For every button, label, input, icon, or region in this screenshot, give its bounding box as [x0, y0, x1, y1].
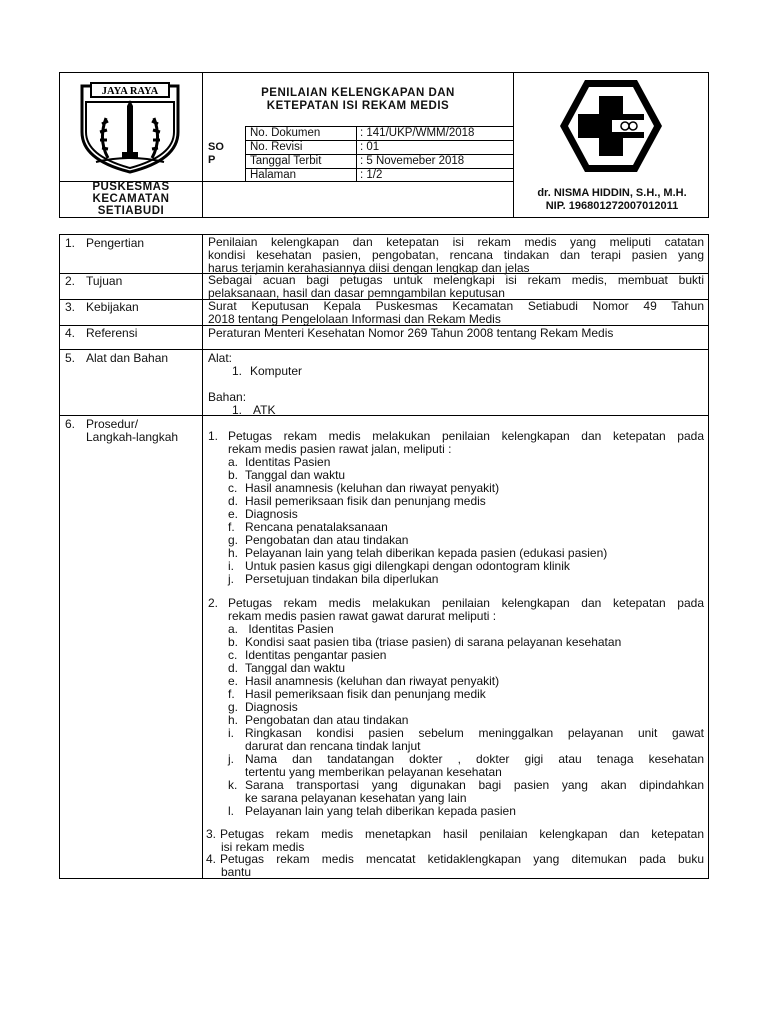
list-item: g. Diagnosis	[228, 700, 298, 714]
section-3-label: Kebijakan	[86, 300, 139, 314]
section-3-number: 3.	[65, 300, 76, 314]
page-label: Halaman	[250, 169, 297, 181]
list-item: f. Hasil pemeriksaan fisik dan penunjang medik	[228, 687, 486, 701]
section-1-number: 1.	[65, 236, 76, 250]
issue-date-value: : 5 Novemeber 2018	[360, 155, 465, 167]
list-item: c. Hasil anamnesis (keluhan dan riwayat penyakit)	[228, 481, 500, 495]
content-table	[59, 234, 709, 879]
section-4-number: 4.	[65, 326, 76, 340]
list-item: i. Ringkasan kondisi pasien sebelum meninggalkan pelayanan unit gawat darurat dan rencana tindak lanjut	[228, 726, 704, 753]
section-2-label: Tujuan	[86, 274, 123, 288]
list-item: b. Kondisi saat pasien tiba (triase pasien) di sarana pelayanan kesehatan	[228, 635, 622, 649]
doc-number-label: No. Dokumen	[250, 127, 321, 139]
step-1-text: Petugas rekam medis melakukan penilaian kelengkapan dan ketepatan pada rekam medis pasien rawat jalan, meliputi :	[228, 429, 704, 456]
header-table	[59, 72, 709, 218]
section-3-text: Surat Keputusan Kepala Puskesmas Kecamatan Setiabudi Nomor 49 Tahun 2018 tentang Pengelolaan Informasi dan Rekam Medis	[208, 299, 704, 326]
list-item: g. Pengobatan dan atau tindakan	[228, 533, 409, 547]
step-4-number: 4.	[206, 852, 217, 866]
section-6-label: Prosedur/ Langkah-langkah	[86, 417, 179, 444]
list-item: d. Tanggal dan waktu	[228, 661, 346, 675]
list-item: h. Pelayanan lain yang telah diberikan kepada pasien (edukasi pasien)	[228, 546, 608, 560]
step-2-list	[228, 623, 704, 818]
step-3-text: Petugas rekam medis menetapkan hasil penilaian kelengkapan dan ketepatan isi rekam medis	[220, 827, 704, 854]
doc-number-value: : 141/UKP/WMM/2018	[360, 127, 475, 139]
list-item: i. Untuk pasien kasus gigi dilengkapi dengan odontogram klinik	[228, 559, 570, 573]
list-item: j. Nama dan tandatangan dokter , dokter gigi atau tenaga kesehatan tertentu yang memberikan pelayanan kesehatan	[228, 752, 704, 779]
signature-block	[514, 187, 710, 213]
revision-value: : 01	[360, 141, 380, 153]
sop-label: SO P	[208, 141, 224, 166]
jaya-raya-logo	[78, 80, 182, 174]
step-4-text: Petugas rekam medis mencatat ketidaklengkapan yang ditemukan pada buku bantu	[220, 852, 704, 879]
bahan-label: Bahan:	[208, 390, 247, 404]
section-4-text: Peraturan Menteri Kesehatan Nomor 269 Tahun 2008 tentang Rekam Medis	[208, 326, 614, 340]
document-title: PENILAIAN KELENGKAPAN DAN KETEPATAN ISI REKAM MEDIS	[261, 87, 455, 112]
section-2-number: 2.	[65, 274, 76, 288]
section-5-label: Alat dan Bahan	[86, 351, 169, 365]
bahan-item-number: 1.	[232, 403, 243, 417]
section-1-text: Penilaian kelengkapan dan ketepatan isi rekam medis yang meliputi catatan kondisi kesehatan pasien, pengobatan, rencana tindakan dan terapi pasien yang harus terjamin kerahasiannya diisi dengan lengkap dan jelas	[208, 235, 704, 275]
signer-name: dr. NISMA HIDDIN, S.H., M.H.	[537, 187, 687, 199]
puskesmas-logo	[558, 78, 664, 174]
bahan-item: ATK	[253, 403, 276, 417]
alat-item: Komputer	[250, 364, 303, 378]
step-2-number: 2.	[208, 596, 219, 610]
alat-label: Alat:	[208, 351, 233, 365]
page-value: : 1/2	[360, 169, 383, 181]
organization-name: PUSKESMAS KECAMATAN SETIABUDI	[92, 181, 170, 217]
alat-item-number: 1.	[232, 364, 243, 378]
list-item: k. Sarana transportasi yang digunakan bagi pasien yang akan dipindahkan ke sarana pelayanan kesehatan yang lain	[228, 778, 704, 805]
logo-text: JAYA RAYA	[101, 86, 159, 97]
list-item: j. Persetujuan tindakan bila diperlukan	[228, 572, 439, 586]
list-item: l. Pelayanan lain yang telah diberikan kepada pasien	[228, 804, 516, 818]
section-5-number: 5.	[65, 351, 76, 365]
list-item: e. Hasil anamnesis (keluhan dan riwayat penyakit)	[228, 674, 500, 688]
issue-date-label: Tanggal Terbit	[250, 155, 322, 167]
section-1-label: Pengertian	[86, 236, 145, 250]
section-6-number: 6.	[65, 417, 76, 431]
list-item: a. Identitas Pasien	[228, 622, 334, 636]
section-2-text: Sebagai acuan bagi petugas untuk melengkapi isi rekam medis, membuat bukti pelaksanaan, hasil dan dasar pemngambilan keputusan	[208, 273, 704, 300]
list-item: a. Identitas Pasien	[228, 455, 331, 469]
list-item: f. Rencana penatalaksanaan	[228, 520, 388, 534]
list-item: e. Diagnosis	[228, 507, 298, 521]
step-2-text: Petugas rekam medis melakukan penilaian kelengkapan dan ketepatan pada rekam medis pasien rawat gawat darurat meliputi :	[228, 596, 704, 623]
revision-label: No. Revisi	[250, 141, 303, 153]
step-1-number: 1.	[208, 429, 219, 443]
list-item: b. Tanggal dan waktu	[228, 468, 346, 482]
step-3-number: 3.	[206, 827, 217, 841]
list-item: d. Hasil pemeriksaan fisik dan penunjang medis	[228, 494, 486, 508]
signer-nip: NIP. 196801272007012011	[545, 200, 679, 212]
step-1-list	[228, 456, 607, 586]
section-4-label: Referensi	[86, 326, 138, 340]
list-item: c. Identitas pengantar pasien	[228, 648, 387, 662]
list-item: h. Pengobatan dan atau tindakan	[228, 713, 409, 727]
